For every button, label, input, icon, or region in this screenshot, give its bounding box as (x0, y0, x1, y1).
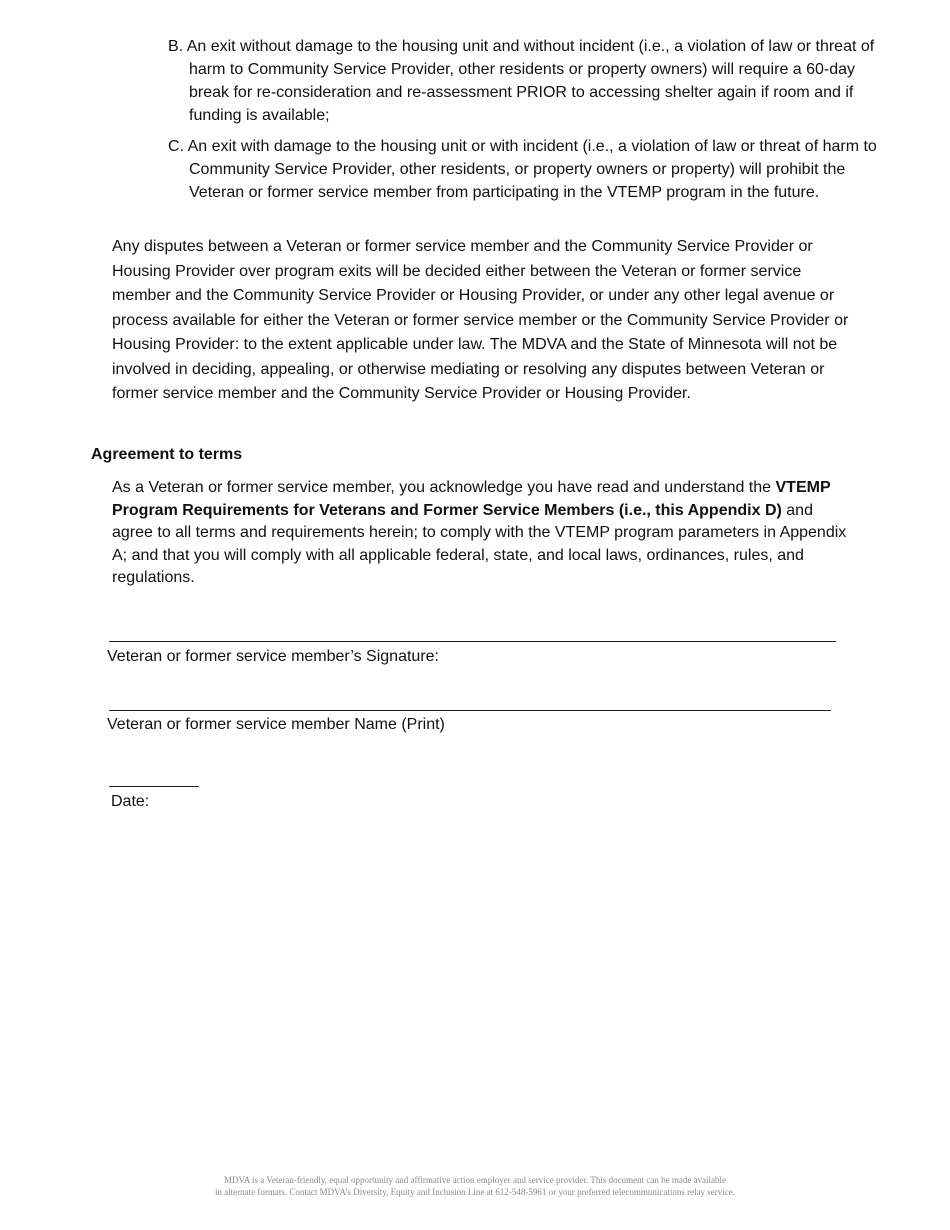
disputes-paragraph: Any disputes between a Veteran or former service member and the Community Service Provider or Housing Provider over program exits will be decided either between the Veteran or former service member and the Community Service Provider or Housing Provider, or under any other legal avenue or process available for either the Veteran or former service member or the Community Service Provider or Housing Provider: to the extent applicable under law. The MDVA and the State of Minnesota will not be involved in deciding, appealing, or otherwise mediating or resolving any disputes between Veteran or former service member and the Community Service Provider or Housing Provider. (112, 238, 849, 402)
list-item-b (168, 35, 879, 127)
list-marker-b: B. (168, 38, 184, 55)
date-label: Date: (111, 793, 150, 810)
list-item-c (168, 135, 879, 204)
agreement-text-after: and agree to all terms and requirements herein; to comply with the VTEMP program parameters in Appendix A; and that you will comply with all applicable federal, state, and local laws, ordinances, rules, and regulations. (112, 501, 847, 586)
signature-label: Veteran or former service member’s Signature: (107, 648, 439, 665)
agreement-text-before: As a Veteran or former service member, you acknowledge you have read and understand the (112, 479, 776, 496)
agreement-text-bold: VTEMP Program Requirements for Veterans and Former Service Members (i.e., this Appendix D) (112, 479, 831, 519)
footer-notice (0, 1174, 950, 1198)
signature-line[interactable] (109, 641, 836, 642)
agreement-paragraph (112, 477, 852, 590)
print-name-line[interactable] (109, 710, 831, 711)
footer-line-1: MDVA is a Veteran-friendly, equal opportunity and affirmative action employer and service provider. This document can be made available (223, 1175, 727, 1185)
list-text-b: An exit without damage to the housing unit and without incident (i.e., a violation of law or threat of harm to Community Service Provider, other residents or property owners) will require a 60-day break for re-consideration and re-assessment PRIOR to accessing shelter again if room and if funding is available; (186, 38, 875, 124)
footer-line-2: in alternate formats. Contact MDVA’s Diversity, Equity and Inclusion Line at 612-548-5961 or your preferred telecommunications relay service. (214, 1187, 736, 1197)
list-text-c: An exit with damage to the housing unit or with incident (i.e., a violation of law or threat of harm to Community Service Provider, other residents, or property owners or property) will prohibit the Veteran or former service member from participating in the VTEMP program in the future. (187, 138, 877, 201)
list-marker-c: C. (168, 138, 184, 155)
date-line[interactable] (109, 786, 199, 787)
agreement-heading: Agreement to terms (91, 446, 243, 463)
print-name-label: Veteran or former service member Name (Print) (107, 716, 445, 733)
